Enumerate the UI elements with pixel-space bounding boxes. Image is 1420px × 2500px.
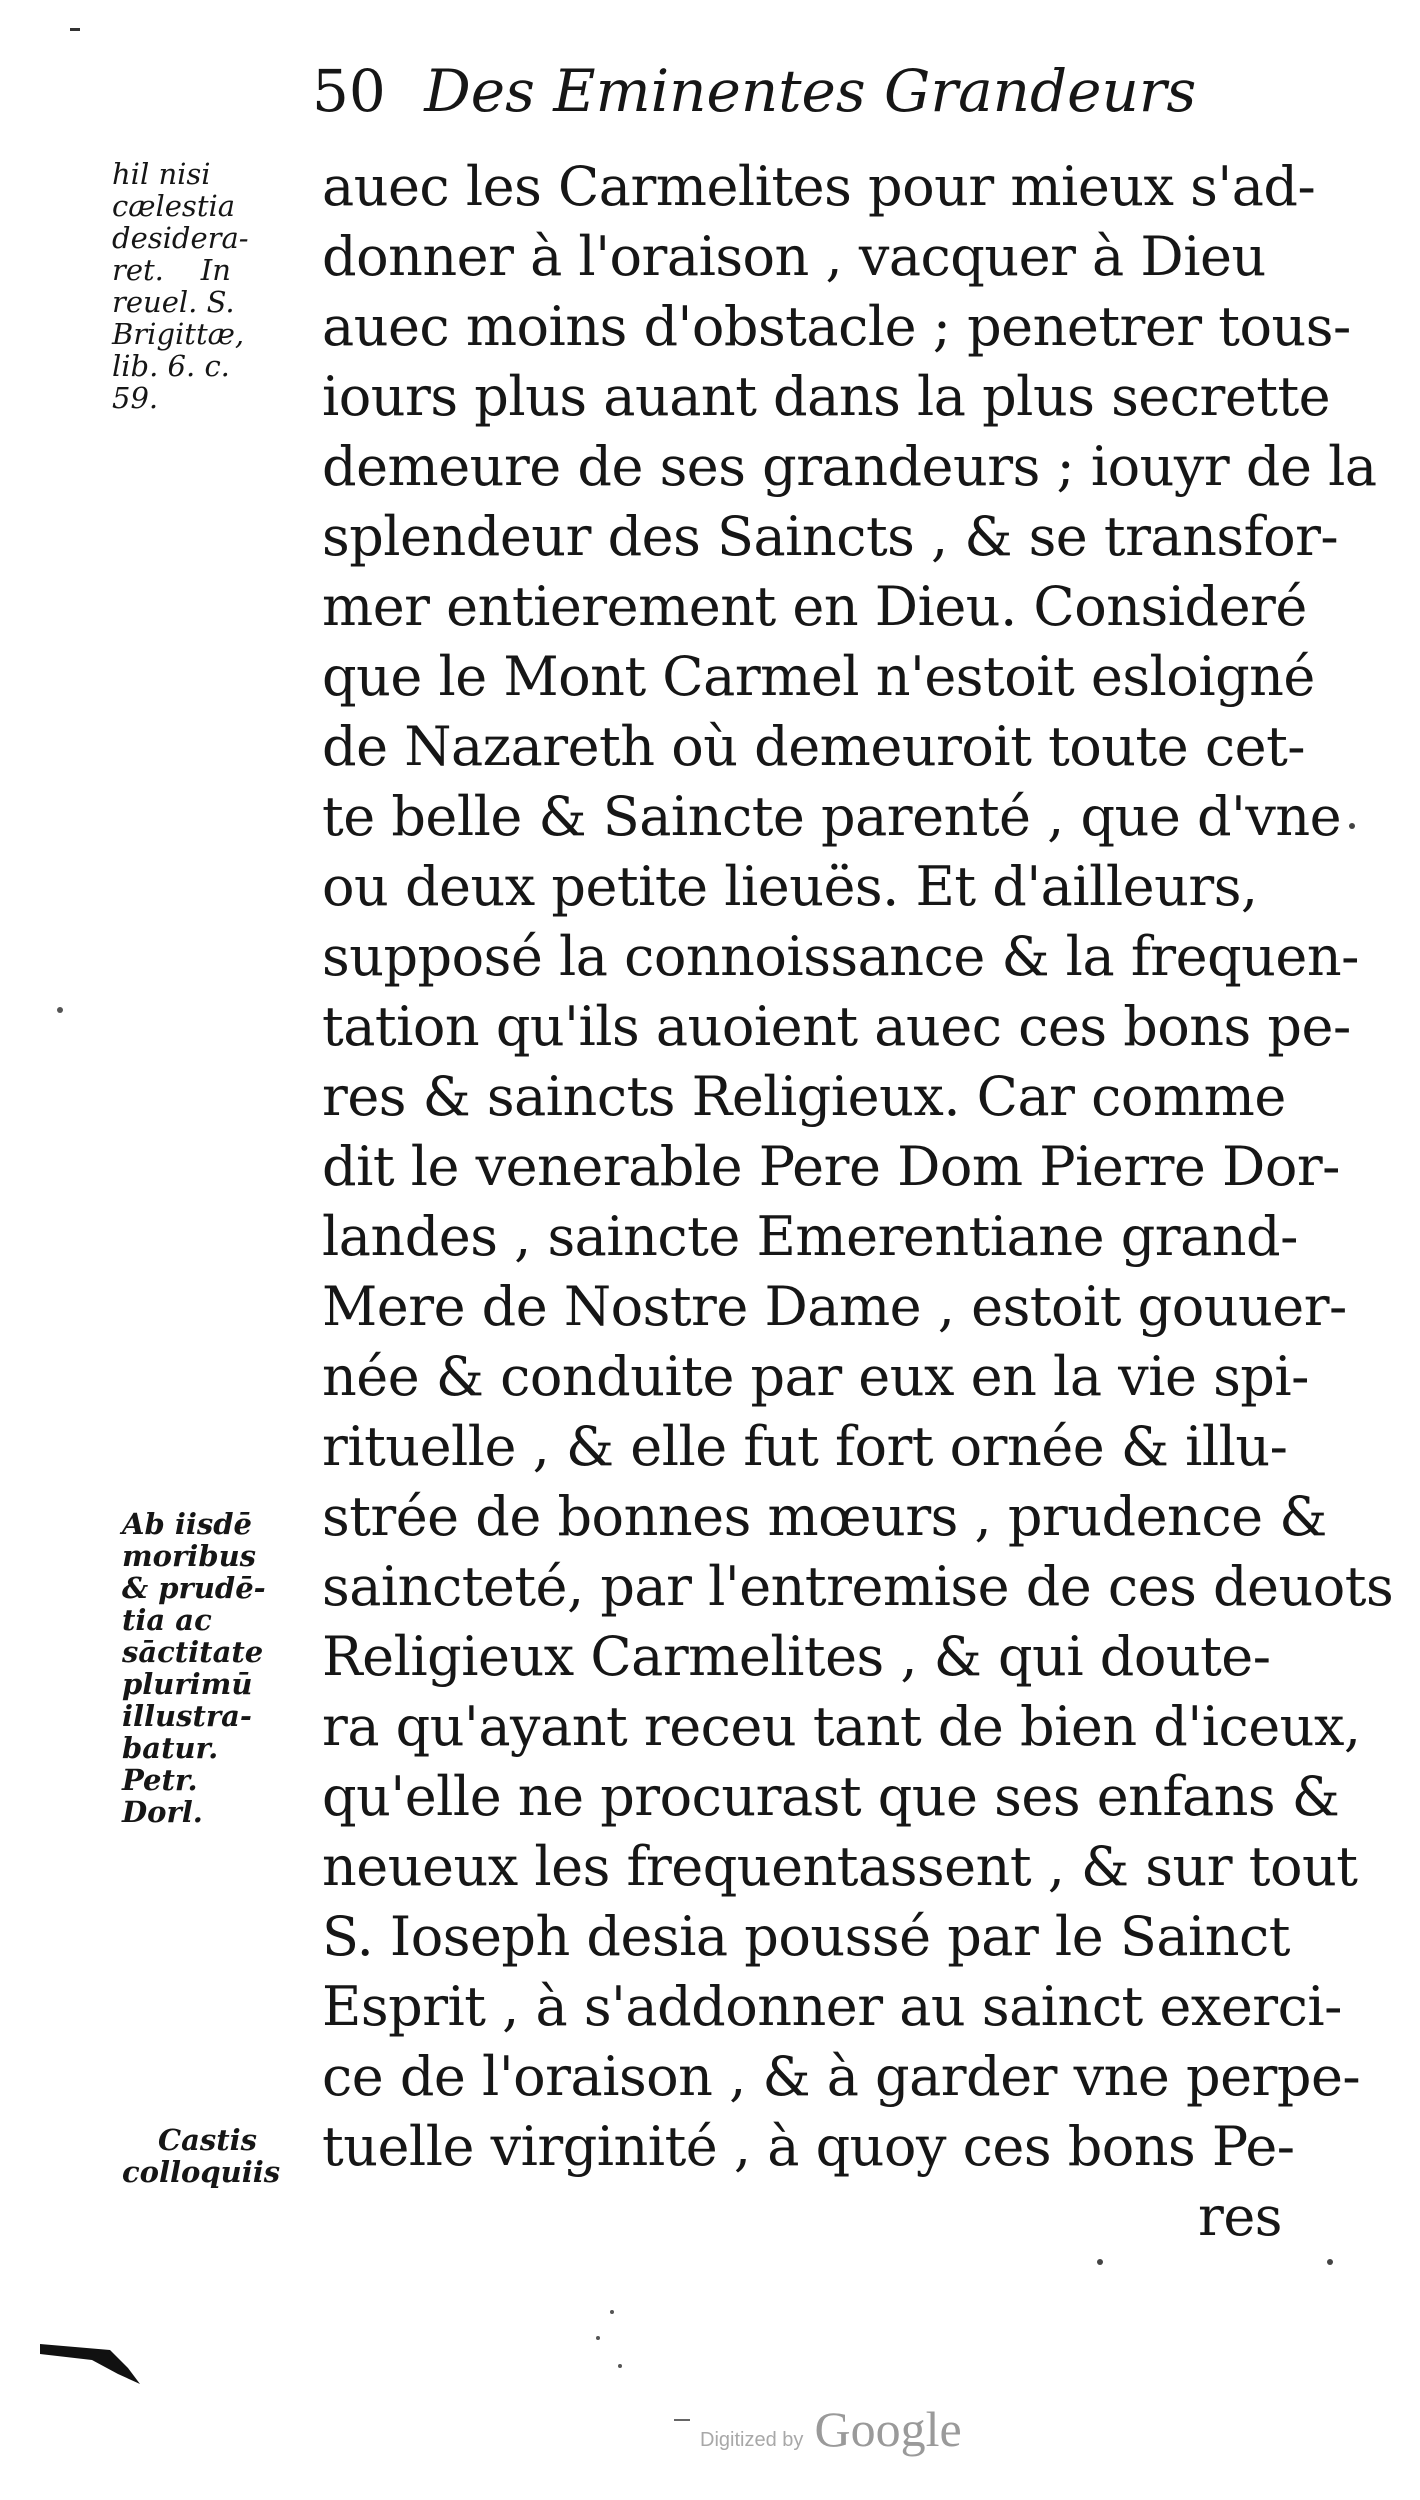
- text-line: ra qu'ayant receu tant de bien d'iceux,: [322, 1695, 1361, 1758]
- watermark-prefix: Digitized by: [700, 2429, 804, 2451]
- scan-mark: [57, 1007, 63, 1013]
- text-line: splendeur des Saincts , & se transfor-: [322, 505, 1339, 568]
- digitization-watermark: [700, 2400, 962, 2458]
- margin-note-line: reuel. S.: [112, 285, 235, 319]
- text-line: mer entierement en Dieu. Consideré: [322, 575, 1307, 638]
- scan-mark: [618, 2364, 622, 2368]
- margin-note-line: Brigittæ,: [112, 317, 245, 351]
- text-line: auec moins d'obstacle ; penetrer tous-: [322, 295, 1351, 358]
- text-line: ce de l'oraison , & à garder vne perpe-: [322, 2045, 1361, 2108]
- text-line: née & conduite par eux en la vie spi-: [322, 1345, 1309, 1408]
- scan-mark: [1327, 2259, 1333, 2265]
- margin-note-line: plurimū: [122, 1667, 253, 1701]
- margin-note-line: colloquiis: [122, 2155, 281, 2189]
- text-line: auec les Carmelites pour mieux s'ad-: [322, 155, 1316, 218]
- text-line: Religieux Carmelites , & qui doute-: [322, 1625, 1271, 1688]
- text-line: tuelle virginité , à quoy ces bons Pe-: [322, 2115, 1295, 2178]
- margin-note-line: tia ac: [122, 1603, 212, 1637]
- text-line: res & saincts Religieux. Car comme: [322, 1065, 1286, 1128]
- text-line: de Nazareth où demeuroit toute cet-: [322, 715, 1306, 778]
- margin-note-line: Castis: [158, 2123, 257, 2157]
- text-line: supposé la connoissance & la frequen-: [322, 925, 1359, 988]
- scan-mark: [610, 2310, 614, 2314]
- text-line: tation qu'ils auoient auec ces bons pe-: [322, 995, 1351, 1058]
- text-line: saincteté, par l'entremise de ces deuots: [322, 1555, 1394, 1618]
- text-line: ou deux petite lieuës. Et d'ailleurs,: [322, 855, 1258, 918]
- margin-note-line: illustra-: [122, 1699, 252, 1733]
- margin-note-line: Petr.: [122, 1763, 198, 1797]
- scan-mark: [596, 2336, 600, 2340]
- text-line: qu'elle ne procurast que ses enfans &: [322, 1765, 1340, 1828]
- margin-note-line: batur.: [122, 1731, 219, 1765]
- running-title: Des Eminentes Grandeurs: [424, 57, 1197, 125]
- margin-note-line: Dorl.: [122, 1795, 203, 1829]
- scan-mark: [1349, 823, 1355, 829]
- text-line: landes , saincte Emerentiane grand-: [322, 1205, 1298, 1268]
- watermark-brand: Google: [814, 2401, 962, 2457]
- catchword: res: [1198, 2185, 1282, 2248]
- margin-note-line: Ab iisdē: [122, 1507, 252, 1541]
- margin-note-line: & prudē-: [122, 1571, 266, 1605]
- text-line: te belle & Saincte parenté , que d'vne: [322, 785, 1342, 848]
- scan-mark: [1097, 2259, 1103, 2265]
- text-line: rituelle , & elle fut fort ornée & illu-: [322, 1415, 1288, 1478]
- text-line: Mere de Nostre Dame , estoit gouuer-: [322, 1275, 1347, 1338]
- margin-note-line: moribus: [122, 1539, 257, 1573]
- margin-note-line: hil nisi: [112, 157, 211, 191]
- margin-note-line: sāctitate: [122, 1635, 264, 1669]
- text-line: strée de bonnes mœurs , prudence &: [322, 1485, 1327, 1548]
- text-line: dit le venerable Pere Dom Pierre Dor-: [322, 1135, 1340, 1198]
- text-line: demeure de ses grandeurs ; iouyr de la: [322, 435, 1377, 498]
- text-line: iours plus auant dans la plus secrette: [322, 365, 1331, 428]
- margin-note-line: lib. 6. c.: [112, 349, 230, 383]
- scan-mark: [40, 2344, 140, 2384]
- text-line: neueux les frequentassent , & sur tout: [322, 1835, 1358, 1898]
- text-line: que le Mont Carmel n'estoit esloigné: [322, 645, 1315, 708]
- margin-note-line: 59.: [112, 381, 159, 415]
- text-line: S. Ioseph desia poussé par le Sainct: [322, 1905, 1291, 1968]
- scan-mark: [70, 28, 80, 31]
- text-line: Esprit , à s'addonner au sainct exerci-: [322, 1975, 1342, 2038]
- page-number: 50: [312, 57, 386, 125]
- margin-note-line: cælestia: [112, 189, 236, 223]
- text-line: donner à l'oraison , vacquer à Dieu: [322, 225, 1266, 288]
- margin-note-line: ret. In: [112, 253, 231, 287]
- margin-note-line: desidera-: [112, 221, 249, 255]
